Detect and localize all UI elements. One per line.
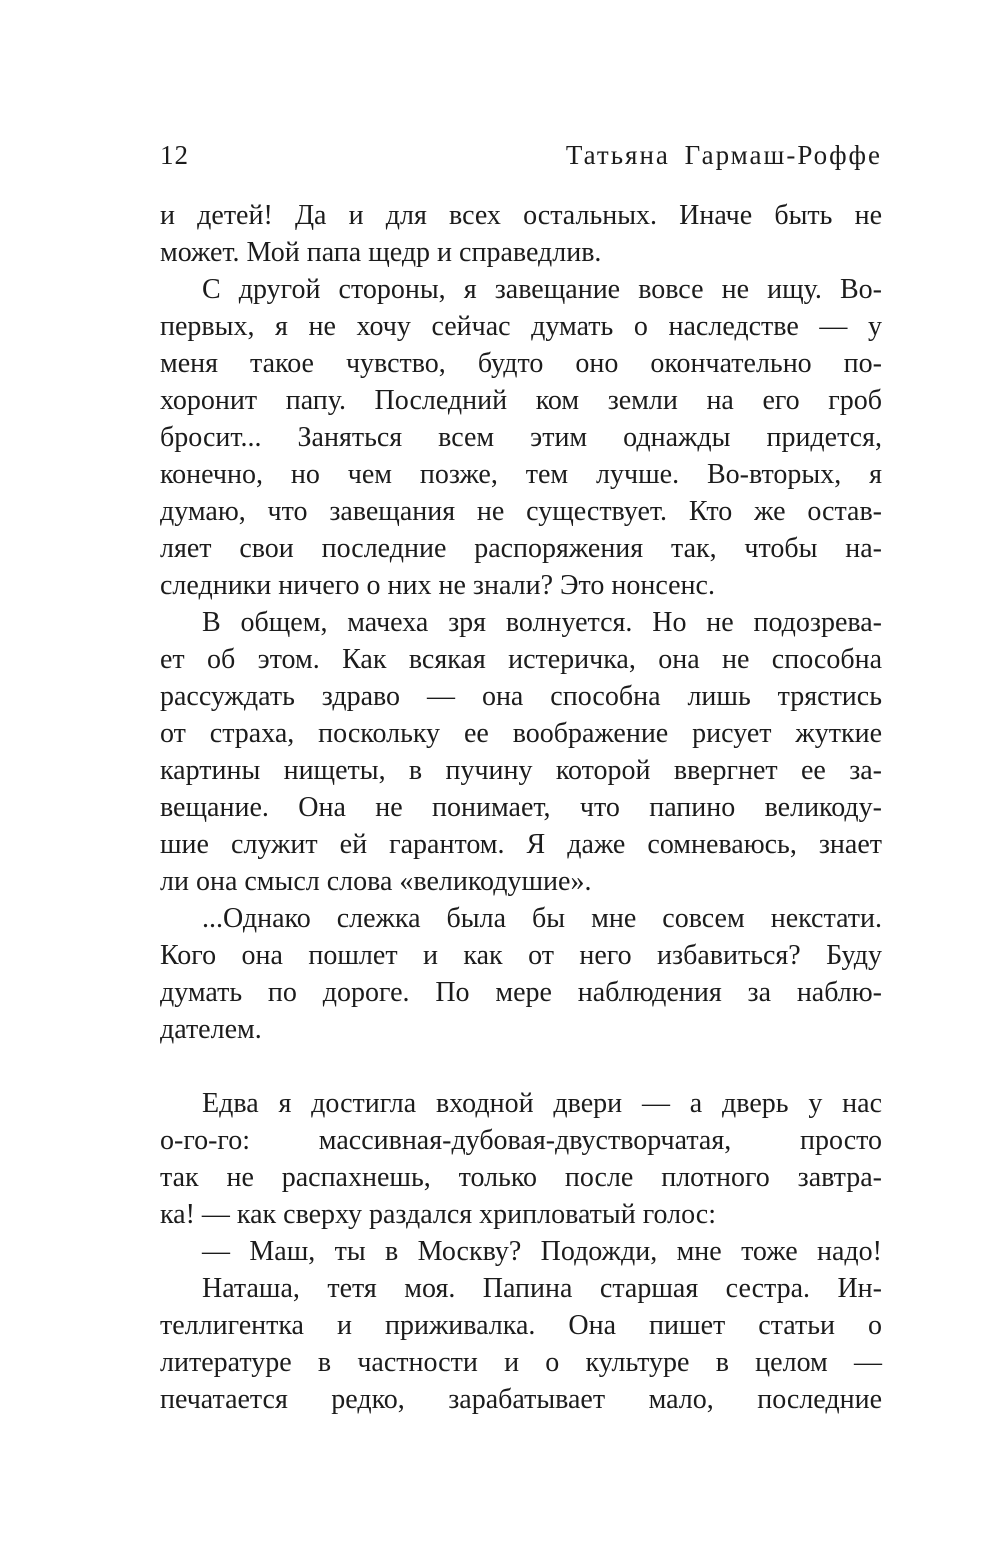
text-line: хоронит папу. Последний ком земли на его гроб (160, 385, 882, 416)
text-line: теллигентка и приживалка. Она пишет статьи о (160, 1310, 882, 1341)
text-line: может. Мой папа щедр и справедлив. (160, 237, 602, 268)
text-line: думать по дороге. По мере наблюдения за наблю- (160, 977, 882, 1008)
text-line: ляет свои последние распоряжения так, чтобы на- (160, 533, 882, 564)
text-line: ...Однако слежка была бы мне совсем некстати. (202, 903, 882, 934)
text-line: шие служит ей гарантом. Я даже сомневаюсь, знает (160, 829, 882, 860)
text-line: о-го-го: массивная-дубовая-двустворчатая, просто (160, 1125, 882, 1156)
paragraph (160, 271, 882, 604)
page-number: 12 (160, 140, 189, 170)
text-line: Кого она пошлет и как от него избавиться? Буду (160, 940, 882, 971)
text-line: вещание. Она не понимает, что папино великоду- (160, 792, 882, 823)
text-line: следники ничего о них не знали? Это нонсенс. (160, 570, 715, 601)
text-line: ет об этом. Как всякая истеричка, она не способна (160, 644, 882, 675)
text-line: Едва я достигла входной двери — а дверь у нас (202, 1088, 882, 1119)
running-title-author: Татьяна Гармаш-Роффе (565, 140, 882, 170)
text-line: Наташа, тетя моя. Папина старшая сестра. Ин- (202, 1273, 882, 1304)
paragraph (160, 604, 882, 900)
text-line: дателем. (160, 1014, 262, 1045)
text-line: С другой стороны, я завещание вовсе не ищу. Во- (202, 274, 882, 305)
text-line: бросит... Заняться всем этим однажды придется, (160, 422, 882, 453)
text-line: В общем, мачеха зря волнуется. Но не подозрева- (202, 607, 882, 638)
paragraph (160, 1085, 882, 1233)
text-line: так не распахнешь, только после плотного завтра- (160, 1162, 882, 1193)
text-line: меня такое чувство, будто оно окончательно по- (160, 348, 882, 379)
text-line: литературе в частности и о культуре в целом — (160, 1347, 882, 1378)
text-line: печатается редко, зарабатывает мало, последние (160, 1384, 882, 1415)
paragraph (160, 1270, 882, 1418)
text-line: думаю, что завещания не существует. Кто же остав- (160, 496, 882, 527)
paragraph (160, 900, 882, 1048)
text-line: конечно, но чем позже, тем лучше. Во-вторых, я (160, 459, 882, 490)
text-line: картины нищеты, в пучину которой ввергнет ее за- (160, 755, 882, 786)
text-line: — Маш, ты в Москву? Подожди, мне тоже надо! (202, 1236, 882, 1267)
paragraph (160, 1233, 882, 1270)
body-text (160, 197, 882, 1418)
text-line: и детей! Да и для всех остальных. Иначе быть не (160, 200, 882, 231)
running-head (160, 140, 882, 171)
paragraph (160, 197, 882, 271)
text-column (160, 140, 882, 1418)
text-line: рассуждать здраво — она способна лишь трястись (160, 681, 882, 712)
text-line: от страха, поскольку ее воображение рисует жуткие (160, 718, 882, 749)
text-line: ка! — как сверху раздался хрипловатый голос: (160, 1199, 716, 1230)
text-line: первых, я не хочу сейчас думать о наследстве — у (160, 311, 882, 342)
text-line: ли она смысл слова «великодушие». (160, 866, 592, 897)
